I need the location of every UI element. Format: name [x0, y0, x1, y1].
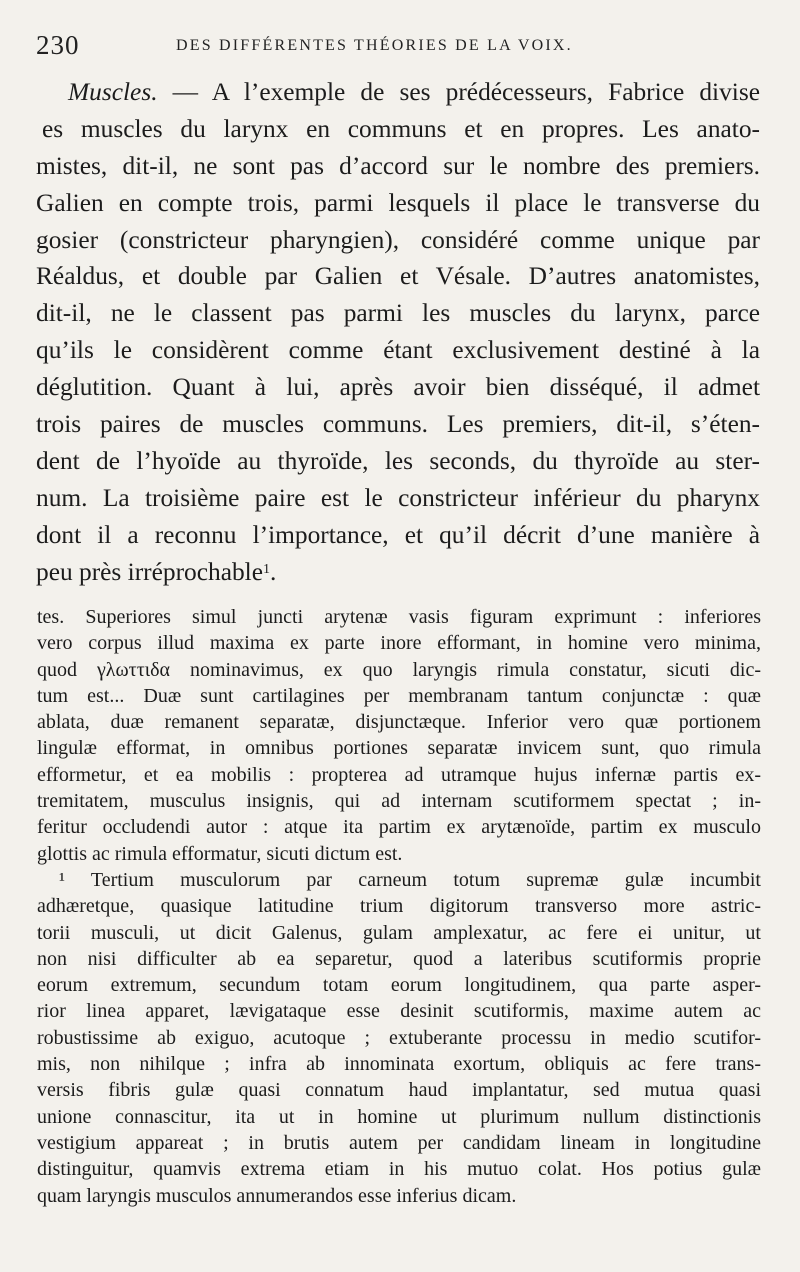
- main-line: gosier (constricteur pharyngien), considéré comme unique par: [36, 225, 760, 254]
- note-line: quod γλωττιδα nominavimus, ex quo laryngis rimula constatur, sicuti dic-: [37, 658, 761, 681]
- main-line: num. La troisième paire est le constricteur inférieur du pharynx: [36, 483, 760, 512]
- footnote-line: mis, non nihilque ; infra ab innominata exortum, obliquis ac fere trans-: [37, 1053, 761, 1076]
- main-line: peu près irréprochable$^1$.: [36, 557, 277, 586]
- footnote-ref: 1: [263, 561, 270, 577]
- main-line: dont il a reconnu l’importance, et qu’il décrit d’une manière à: [36, 520, 760, 549]
- page-number: 230: [36, 30, 80, 60]
- footnote-line: ¹ Tertium musculorum par carneum totum supremæ gulæ incumbit: [59, 868, 761, 891]
- footnote-line: rior linea apparet, lævigataque esse desinit scutiformis, maxime autem ac: [37, 1000, 761, 1023]
- note-line: tes. Superiores simul juncti arytenæ vasis figuram exprimunt : inferiores: [37, 606, 761, 628]
- main-line: mistes, dit-il, ne sont pas d’accord sur le nombre des premiers.: [36, 151, 760, 180]
- note-line: lingulæ efformat, in omnibus portiones separatæ invicem sunt, quo rimula: [37, 737, 761, 760]
- running-title: DES DIFFÉRENTES THÉORIES DE LA VOIX.: [176, 37, 573, 54]
- footnote-line: quam laryngis musculos annumerandos esse inferius dicam.: [37, 1184, 517, 1207]
- main-line: Galien en compte trois, parmi lesquels il place le transverse du: [36, 188, 760, 217]
- main-line: Muscles. — A l’exemple de ses prédécesseurs, Fabrice divise: [68, 78, 760, 106]
- footnote-line: adhæretque, quasique latitudine trium digitorum transverso more astric-: [37, 895, 761, 918]
- main-line: qu’ils le considèrent comme étant exclusivement destiné à la: [36, 336, 760, 365]
- main-line: dit-il, ne le classent pas parmi les muscles du larynx, parce: [36, 299, 760, 328]
- main-line: dent de l’hyoïde au thyroïde, les seconds, du thyroïde au ster-: [36, 446, 760, 475]
- footnote-line: robustissime ab exiguo, acutoque ; extuberante processu in medio scutifor-: [37, 1026, 761, 1049]
- main-line: déglutition. Quant à lui, après avoir bien disséqué, il admet: [36, 373, 760, 402]
- note-line: feritur occludendi autor : atque ita partim ex arytænoïde, partim ex musculo: [37, 816, 761, 839]
- section-lead: Muscles.: [68, 78, 158, 106]
- footnote-line: torii musculi, ut dicit Galenus, gulam amplexatur, ac fere ei unitur, ut: [37, 921, 761, 944]
- main-line: trois paires de muscles communs. Les premiers, dit-il, s’éten-: [36, 410, 760, 439]
- footnote-line: unione connascitur, ita ut in homine ut plurimum nullum distinctionis: [37, 1105, 761, 1128]
- note-line: tremitatem, musculus insignis, qui ad internam scutiformem spectat ; in-: [37, 790, 761, 813]
- footnotes: [37, 604, 761, 1209]
- note-line: vero corpus illud maxima ex parte inore efformant, in homine vero minima,: [37, 632, 761, 655]
- page-header: [36, 30, 756, 66]
- footnote-line: versis fibris gulæ quasi connatum haud implantatur, sed mutua quasi: [37, 1079, 761, 1102]
- footnote-line: distinguitur, quamvis extrema etiam in his mutuo colat. Hos potius gulæ: [37, 1158, 761, 1181]
- note-line: efformetur, et ea mobilis : propterea ad utramque hujus infernæ partis ex-: [37, 763, 761, 786]
- note-line: tum est... Duæ sunt cartilagines per membranam tantum conjunctæ : quæ: [37, 684, 761, 707]
- main-text: [36, 74, 760, 590]
- note-line: glottis ac rimula efformatur, sicuti dictum est.: [37, 842, 403, 865]
- footnote-line: eorum extremum, secundum totam eorum longitudinem, qua parte asper-: [37, 974, 761, 997]
- main-line: es muscles du larynx en communs et en propres. Les anato-: [42, 114, 760, 143]
- note-line: ablata, duæ remanent separatæ, disjunctæque. Inferior vero quæ portionem: [37, 711, 761, 734]
- footnote-line: non nisi difficulter ab ea separetur, quod a lateribus scutiformis proprie: [37, 947, 761, 970]
- footnote-line: vestigium appareat ; in brutis autem per candidam lineam in longitudine: [37, 1131, 761, 1154]
- main-line: Réaldus, et double par Galien et Vésale. D’autres anatomistes,: [36, 262, 760, 291]
